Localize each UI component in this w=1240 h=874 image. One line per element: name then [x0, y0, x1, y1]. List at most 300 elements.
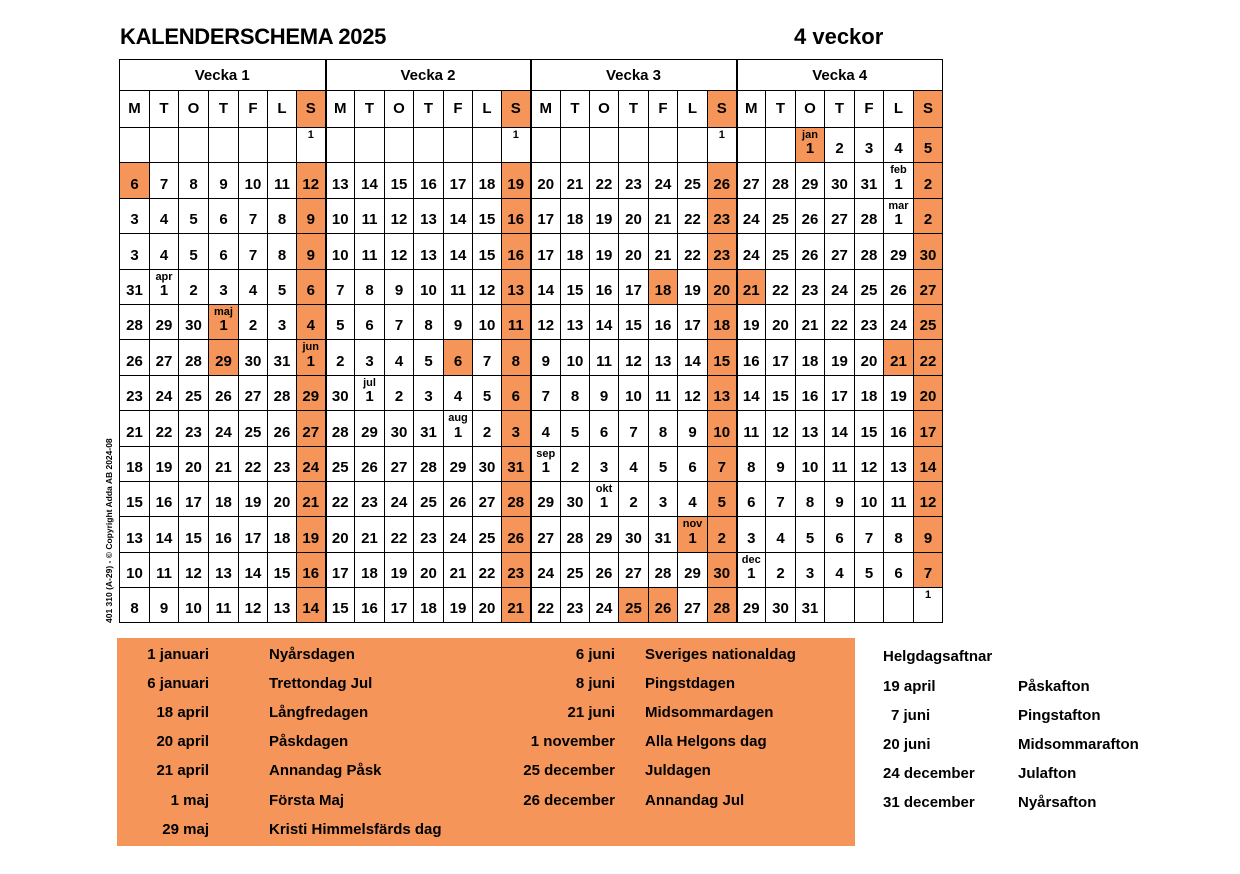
holiday-date: 1 januari — [147, 646, 209, 663]
date-number: 10 — [625, 388, 642, 406]
date-cell — [825, 411, 855, 446]
date-number: 29 — [890, 246, 907, 264]
date-cell — [179, 446, 209, 481]
date-cell — [766, 588, 796, 623]
date-number: 11 — [450, 281, 466, 299]
date-cell — [914, 128, 943, 163]
date-cell — [355, 340, 385, 375]
date-number: 6 — [219, 246, 228, 264]
date-cell — [209, 269, 239, 304]
date-cell — [708, 128, 737, 163]
date-number: 16 — [155, 494, 173, 512]
date-number: 24 — [155, 388, 173, 406]
date-cell — [561, 269, 590, 304]
month-label: nov — [682, 518, 703, 531]
date-cell — [385, 269, 414, 304]
date-cell — [649, 517, 678, 552]
date-number: 19 — [684, 281, 701, 299]
date-cell — [326, 375, 355, 410]
date-number: 17 — [537, 246, 555, 264]
date-cell — [619, 163, 649, 198]
eve-name: Midsommarafton — [1018, 736, 1139, 754]
date-number: 5 — [277, 281, 287, 299]
date-cell — [737, 163, 766, 198]
date-cell — [120, 481, 150, 516]
date-number: 28 — [566, 529, 584, 547]
month-label: okt — [595, 482, 613, 495]
date-cell — [737, 198, 766, 233]
date-number: 22 — [919, 352, 937, 370]
date-number: 1 — [365, 388, 374, 406]
date-cell — [385, 411, 414, 446]
date-cell — [766, 481, 796, 516]
date-cell — [855, 163, 884, 198]
date-cell — [355, 588, 385, 623]
date-cell — [855, 411, 884, 446]
date-cell — [444, 269, 473, 304]
date-cell — [239, 304, 268, 339]
date-cell — [914, 375, 943, 410]
date-number: 15 — [331, 600, 349, 618]
date-cell — [619, 481, 649, 516]
date-cell — [766, 340, 796, 375]
date-number: 9 — [599, 388, 609, 406]
date-cell — [561, 375, 590, 410]
holiday-name: Första Maj — [269, 791, 345, 809]
date-cell — [473, 411, 502, 446]
date-cell — [209, 198, 239, 233]
date-number: 16 — [302, 565, 320, 583]
date-number: 30 — [331, 388, 349, 406]
date-number: 24 — [537, 565, 555, 583]
date-number: 29 — [684, 565, 701, 583]
date-number: 21 — [890, 352, 907, 370]
date-number: 27 — [390, 458, 408, 476]
eve-name: Pingstafton — [1018, 707, 1101, 725]
date-number: 10 — [331, 211, 349, 229]
date-number: 10 — [801, 458, 819, 476]
date-number: 24 — [831, 281, 848, 299]
date-number: 15 — [478, 211, 496, 229]
date-number: 7 — [336, 281, 345, 299]
date-number: 3 — [511, 423, 520, 441]
date-number: 20 — [331, 529, 349, 547]
date-cell — [209, 163, 239, 198]
date-number: 8 — [189, 175, 198, 193]
holiday-name: Långfredagen — [269, 704, 369, 722]
holiday-date: 1 november — [530, 733, 615, 751]
date-number: 9 — [688, 423, 697, 441]
weekday-header: M — [531, 91, 561, 128]
date-number: 7 — [776, 494, 785, 512]
date-number: 7 — [864, 529, 874, 547]
date-cell — [268, 269, 297, 304]
date-number: 12 — [478, 281, 496, 299]
date-number: 30 — [185, 317, 202, 335]
date-number: 11 — [361, 246, 378, 264]
date-number: 7 — [248, 211, 258, 229]
date-number: 17 — [772, 352, 789, 370]
date-cell — [825, 552, 855, 587]
date-number: 15 — [273, 565, 291, 583]
date-number: 14 — [684, 352, 701, 370]
date-number: 10 — [126, 565, 143, 583]
date-number: 28 — [273, 388, 291, 406]
date-number: 19 — [244, 494, 262, 512]
date-number: 4 — [688, 494, 697, 512]
date-number: 7 — [159, 175, 169, 193]
date-cell — [268, 411, 297, 446]
date-number: 23 — [625, 175, 642, 193]
date-number: 20 — [537, 175, 555, 193]
date-cell — [796, 446, 825, 481]
date-number: 2 — [189, 281, 198, 299]
date-cell — [268, 198, 297, 233]
week-header: Vecka 4 — [737, 60, 943, 91]
date-cell — [179, 481, 209, 516]
date-cell — [737, 517, 766, 552]
date-cell — [590, 517, 619, 552]
date-number: 25 — [244, 423, 262, 441]
date-number: 26 — [801, 246, 819, 264]
date-cell — [444, 234, 473, 269]
month-label: maj — [214, 305, 233, 318]
date-cell — [385, 340, 414, 375]
date-cell — [561, 163, 590, 198]
holiday-date: 6 juni — [575, 646, 615, 663]
date-cell — [355, 198, 385, 233]
date-number: 14 — [361, 175, 378, 193]
date-number: 27 — [478, 494, 496, 512]
date-number: 17 — [244, 529, 262, 547]
date-number: 7 — [629, 423, 638, 441]
date-cell — [884, 269, 914, 304]
date-cell — [179, 234, 209, 269]
date-cell — [209, 234, 239, 269]
date-number: 12 — [684, 388, 701, 406]
date-number: 28 — [185, 352, 202, 370]
date-cell — [268, 234, 297, 269]
date-number: 30 — [566, 494, 584, 512]
date-number: 27 — [742, 175, 760, 193]
date-cell — [678, 517, 708, 552]
date-cell — [473, 517, 502, 552]
date-cell — [414, 163, 444, 198]
date-number: 17 — [537, 211, 555, 229]
date-cell — [297, 198, 326, 233]
holiday-date: 26 december — [523, 791, 615, 809]
date-number: 27 — [831, 211, 848, 229]
date-cell — [884, 304, 914, 339]
date-cell — [766, 446, 796, 481]
date-cell — [473, 198, 502, 233]
date-number: 1 — [894, 175, 903, 193]
date-number: 25 — [478, 529, 496, 547]
date-cell — [796, 340, 825, 375]
date-number: 2 — [248, 317, 258, 335]
date-number: 5 — [424, 352, 433, 370]
calendar-grid — [119, 59, 943, 623]
weekday-header: O — [179, 91, 209, 128]
date-number: 30 — [625, 529, 642, 547]
date-number: 27 — [302, 423, 320, 441]
date-number: 3 — [747, 529, 756, 547]
date-cell — [561, 446, 590, 481]
date-number: 6 — [599, 423, 609, 441]
date-cell — [914, 340, 943, 375]
date-cell — [209, 446, 239, 481]
weekday-header: O — [590, 91, 619, 128]
date-cell — [268, 481, 297, 516]
month-label: feb — [890, 164, 907, 177]
date-cell — [179, 552, 209, 587]
date-cell — [150, 588, 179, 623]
date-number: 6 — [835, 529, 844, 547]
holiday-date: 1 maj — [170, 791, 209, 809]
date-cell — [796, 269, 825, 304]
date-cell — [414, 128, 444, 163]
date-number: 24 — [742, 211, 760, 229]
date-number: 24 — [595, 600, 613, 618]
holiday-name: Nyårsdagen — [269, 646, 355, 663]
date-cell — [884, 163, 914, 198]
date-number: 11 — [743, 423, 760, 441]
date-number: 26 — [713, 175, 731, 193]
date-cell — [502, 304, 531, 339]
date-cell — [825, 269, 855, 304]
date-cell — [326, 552, 355, 587]
date-number: 18 — [361, 565, 378, 583]
date-cell — [649, 411, 678, 446]
date-cell — [473, 163, 502, 198]
date-number: 22 — [595, 175, 613, 193]
date-cell — [444, 340, 473, 375]
date-cell — [385, 517, 414, 552]
date-cell — [678, 163, 708, 198]
date-number: 28 — [420, 458, 437, 476]
date-number: 3 — [219, 281, 228, 299]
date-number: 16 — [742, 352, 760, 370]
weekday-header: T — [414, 91, 444, 128]
date-cell — [385, 552, 414, 587]
date-cell — [326, 340, 355, 375]
date-number: 16 — [361, 600, 378, 618]
date-cell — [531, 411, 561, 446]
date-cell — [297, 375, 326, 410]
date-cell — [179, 269, 209, 304]
date-number: 23 — [713, 246, 731, 264]
date-number: 12 — [860, 458, 878, 476]
weekday-header: M — [737, 91, 766, 128]
date-number: 19 — [390, 565, 408, 583]
date-cell — [884, 446, 914, 481]
date-cell — [914, 552, 943, 587]
date-number: 23 — [361, 494, 378, 512]
date-number: 22 — [244, 458, 262, 476]
holiday-date: 20 april — [156, 733, 209, 751]
date-number: 18 — [801, 352, 819, 370]
date-cell — [825, 234, 855, 269]
date-number: 29 — [215, 352, 232, 370]
date-cell — [444, 304, 473, 339]
date-cell — [619, 198, 649, 233]
date-number: 13 — [654, 352, 672, 370]
date-cell — [150, 163, 179, 198]
date-number: 12 — [302, 175, 320, 193]
date-cell — [561, 588, 590, 623]
date-cell — [179, 304, 209, 339]
date-cell — [884, 375, 914, 410]
date-number: 28 — [860, 211, 878, 229]
week-header: Vecka 2 — [326, 60, 531, 91]
date-cell — [678, 304, 708, 339]
date-cell — [444, 163, 473, 198]
weekday-header: L — [268, 91, 297, 128]
date-number: 29 — [449, 458, 467, 476]
date-cell — [914, 588, 943, 623]
date-cell — [120, 198, 150, 233]
date-cell — [737, 304, 766, 339]
date-number: 3 — [130, 246, 139, 264]
eve-name: Nyårsafton — [1018, 794, 1097, 812]
date-number: 14 — [449, 246, 467, 264]
date-cell — [326, 269, 355, 304]
date-number: 8 — [570, 388, 580, 406]
date-number: 9 — [394, 281, 404, 299]
date-number: 31 — [860, 175, 878, 193]
date-cell — [825, 481, 855, 516]
date-number: 25 — [772, 246, 789, 264]
date-number: 11 — [156, 565, 172, 583]
date-cell — [444, 588, 473, 623]
date-cell — [355, 234, 385, 269]
date-cell — [326, 304, 355, 339]
date-cell — [150, 446, 179, 481]
date-cell — [737, 446, 766, 481]
date-number: 8 — [747, 458, 756, 476]
date-number: 11 — [831, 458, 848, 476]
date-cell — [531, 481, 561, 516]
date-cell — [414, 375, 444, 410]
weekday-header: S — [914, 91, 943, 128]
date-number: 13 — [420, 246, 437, 264]
date-number: 25 — [772, 211, 789, 229]
date-number: 21 — [742, 281, 760, 299]
date-number: 17 — [684, 317, 701, 335]
weekday-header: F — [855, 91, 884, 128]
date-cell — [179, 375, 209, 410]
date-number: 26 — [126, 352, 143, 370]
date-cell — [914, 481, 943, 516]
date-cell — [825, 446, 855, 481]
date-cell — [502, 552, 531, 587]
date-cell — [502, 128, 531, 163]
date-number: 26 — [890, 281, 907, 299]
date-cell — [708, 588, 737, 623]
eve-date: 24 december — [883, 765, 975, 783]
date-cell — [708, 304, 737, 339]
date-cell — [737, 128, 766, 163]
date-number: 3 — [365, 352, 374, 370]
date-number: 31 — [654, 529, 672, 547]
date-number: 27 — [919, 281, 937, 299]
date-cell — [179, 411, 209, 446]
date-number: 6 — [688, 458, 697, 476]
date-cell — [914, 269, 943, 304]
date-number: 12 — [390, 246, 408, 264]
date-cell — [619, 446, 649, 481]
date-number: 26 — [801, 211, 819, 229]
date-number: 21 — [361, 529, 378, 547]
date-number: 18 — [566, 211, 584, 229]
date-cell — [855, 340, 884, 375]
date-cell — [239, 517, 268, 552]
date-number: 25 — [566, 565, 584, 583]
holiday-name: Alla Helgons dag — [645, 733, 767, 751]
date-number: 18 — [654, 281, 672, 299]
date-cell — [414, 517, 444, 552]
date-cell — [414, 340, 444, 375]
date-cell — [914, 198, 943, 233]
date-cell — [355, 163, 385, 198]
date-cell — [120, 340, 150, 375]
date-cell — [326, 411, 355, 446]
holiday-date: 21 april — [156, 762, 209, 780]
date-cell — [473, 304, 502, 339]
date-number: 27 — [155, 352, 173, 370]
date-cell — [531, 269, 561, 304]
date-cell — [766, 269, 796, 304]
date-number: 14 — [595, 317, 613, 335]
date-number: 3 — [599, 458, 609, 476]
date-cell — [561, 481, 590, 516]
date-number: 3 — [130, 211, 139, 229]
date-cell — [590, 552, 619, 587]
date-cell — [239, 340, 268, 375]
date-number: 15 — [713, 352, 731, 370]
date-number: 17 — [185, 494, 202, 512]
date-cell — [120, 446, 150, 481]
date-cell — [796, 517, 825, 552]
date-cell — [531, 552, 561, 587]
date-number: 20 — [420, 565, 437, 583]
date-cell — [796, 198, 825, 233]
date-cell — [678, 234, 708, 269]
date-number: 24 — [390, 494, 408, 512]
date-number: 4 — [629, 458, 638, 476]
date-number: 15 — [390, 175, 408, 193]
date-number: 23 — [185, 423, 202, 441]
date-number: 22 — [331, 494, 349, 512]
date-cell — [796, 588, 825, 623]
date-number: 8 — [277, 246, 287, 264]
date-cell — [444, 552, 473, 587]
date-cell — [561, 234, 590, 269]
date-cell — [209, 375, 239, 410]
date-cell — [531, 234, 561, 269]
date-cell — [297, 128, 326, 163]
date-cell — [385, 446, 414, 481]
month-label: 1 — [307, 129, 314, 141]
date-cell — [120, 517, 150, 552]
date-cell — [502, 411, 531, 446]
date-cell — [825, 340, 855, 375]
date-cell — [502, 375, 531, 410]
date-number: 5 — [189, 246, 198, 264]
date-number: 26 — [507, 529, 525, 547]
date-cell — [355, 517, 385, 552]
eve-date: 7 juni — [891, 707, 931, 725]
